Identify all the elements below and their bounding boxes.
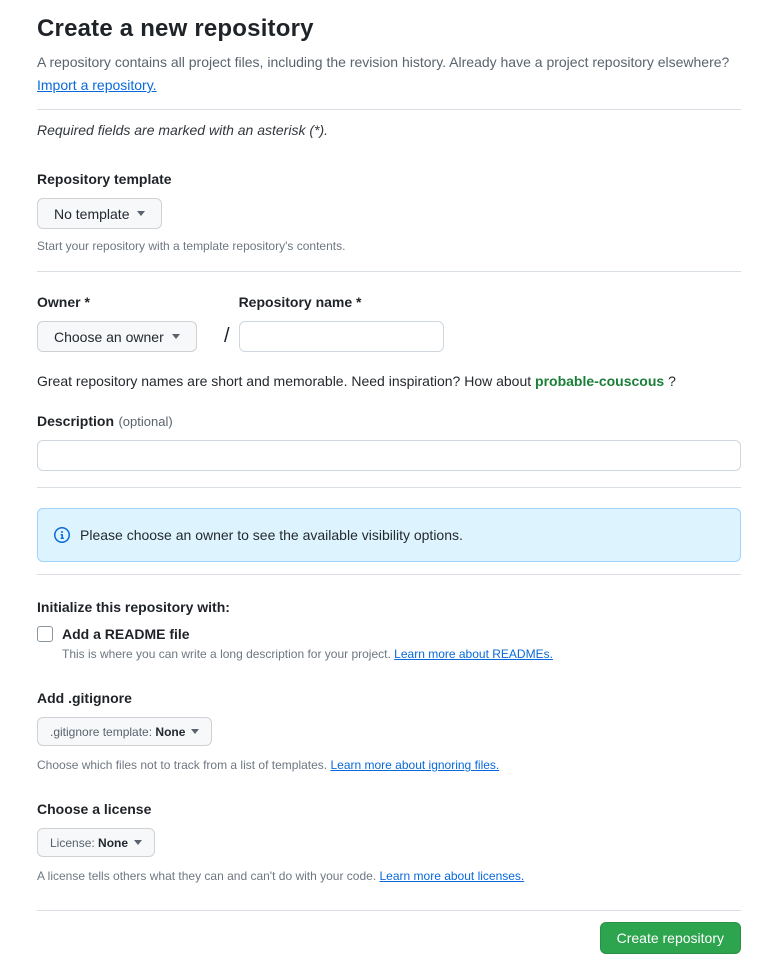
license-caption: A license tells others what they can and can't do with your code. Learn more about licenses. bbox=[37, 869, 525, 883]
learn-more-licenses-link[interactable]: Learn more about licenses. bbox=[379, 869, 525, 883]
owner-repo-row bbox=[37, 292, 741, 352]
suggested-repo-name[interactable]: probable-couscous bbox=[535, 373, 665, 389]
divider bbox=[37, 109, 741, 110]
choose-owner-dropdown[interactable] bbox=[37, 321, 197, 352]
learn-more-readmes-link[interactable]: Learn more about READMEs. bbox=[394, 647, 553, 661]
choose-owner-dropdown-label: Choose an owner bbox=[54, 328, 164, 345]
description-label: Description bbox=[37, 413, 115, 429]
add-readme-label[interactable]: Add a README file bbox=[62, 626, 190, 642]
gitignore-dropdown-text: .gitignore template: None bbox=[50, 724, 186, 739]
owner-label: Owner * bbox=[37, 294, 90, 310]
owner-required-asterisk: * bbox=[84, 294, 90, 310]
repository-template-caption: Start your repository with a template repository's contents. bbox=[37, 239, 346, 253]
gitignore-template-dropdown[interactable] bbox=[37, 717, 212, 746]
owner-repo-separator: / bbox=[224, 325, 230, 347]
repo-name-suggestion: Great repository names are short and memorable. Need inspiration? How about probable-couscous ? bbox=[37, 373, 676, 389]
divider bbox=[37, 271, 741, 272]
chevron-down-icon bbox=[172, 334, 180, 339]
repository-template-label: Repository template bbox=[37, 171, 172, 187]
repo-required-asterisk: * bbox=[356, 294, 362, 310]
learn-more-ignoring-files-link[interactable]: Learn more about ignoring files. bbox=[330, 758, 500, 772]
chevron-down-icon bbox=[191, 729, 199, 734]
repository-template-dropdown[interactable] bbox=[37, 198, 162, 229]
repository-name-input[interactable] bbox=[239, 321, 444, 352]
gitignore-heading: Add .gitignore bbox=[37, 690, 132, 706]
divider bbox=[37, 910, 741, 911]
visibility-info-alert bbox=[37, 508, 741, 562]
readme-caption: This is where you can write a long description for your project. Learn more about READMEs. bbox=[62, 647, 553, 661]
chevron-down-icon bbox=[134, 840, 142, 845]
visibility-info-text: Please choose an owner to see the available visibility options. bbox=[80, 527, 463, 543]
chevron-down-icon bbox=[137, 211, 145, 216]
import-repository-link[interactable]: Import a repository. bbox=[37, 77, 157, 93]
add-readme-checkbox[interactable] bbox=[37, 626, 53, 642]
page-subtitle: A repository contains all project files, including the revision history. Already have a project repository elsewhere? bbox=[37, 54, 730, 70]
required-fields-note: Required fields are marked with an asterisk (*). bbox=[37, 122, 329, 138]
info-icon bbox=[54, 527, 70, 543]
repository-name-label: Repository name * bbox=[238, 294, 362, 310]
create-repository-page bbox=[37, 0, 741, 954]
description-input[interactable] bbox=[37, 440, 741, 471]
create-repository-button[interactable]: Create repository bbox=[600, 922, 741, 954]
license-heading: Choose a license bbox=[37, 801, 152, 817]
license-dropdown-text: License: None bbox=[50, 835, 129, 850]
repository-template-dropdown-label: No template bbox=[54, 205, 130, 222]
initialize-heading: Initialize this repository with: bbox=[37, 599, 230, 615]
page-title: Create a new repository bbox=[37, 15, 314, 42]
description-optional-tag: (optional) bbox=[118, 414, 173, 429]
divider bbox=[37, 487, 741, 488]
gitignore-caption: Choose which files not to track from a list of templates. Learn more about ignoring files. bbox=[37, 758, 500, 772]
divider bbox=[37, 574, 741, 575]
license-dropdown[interactable] bbox=[37, 828, 155, 857]
